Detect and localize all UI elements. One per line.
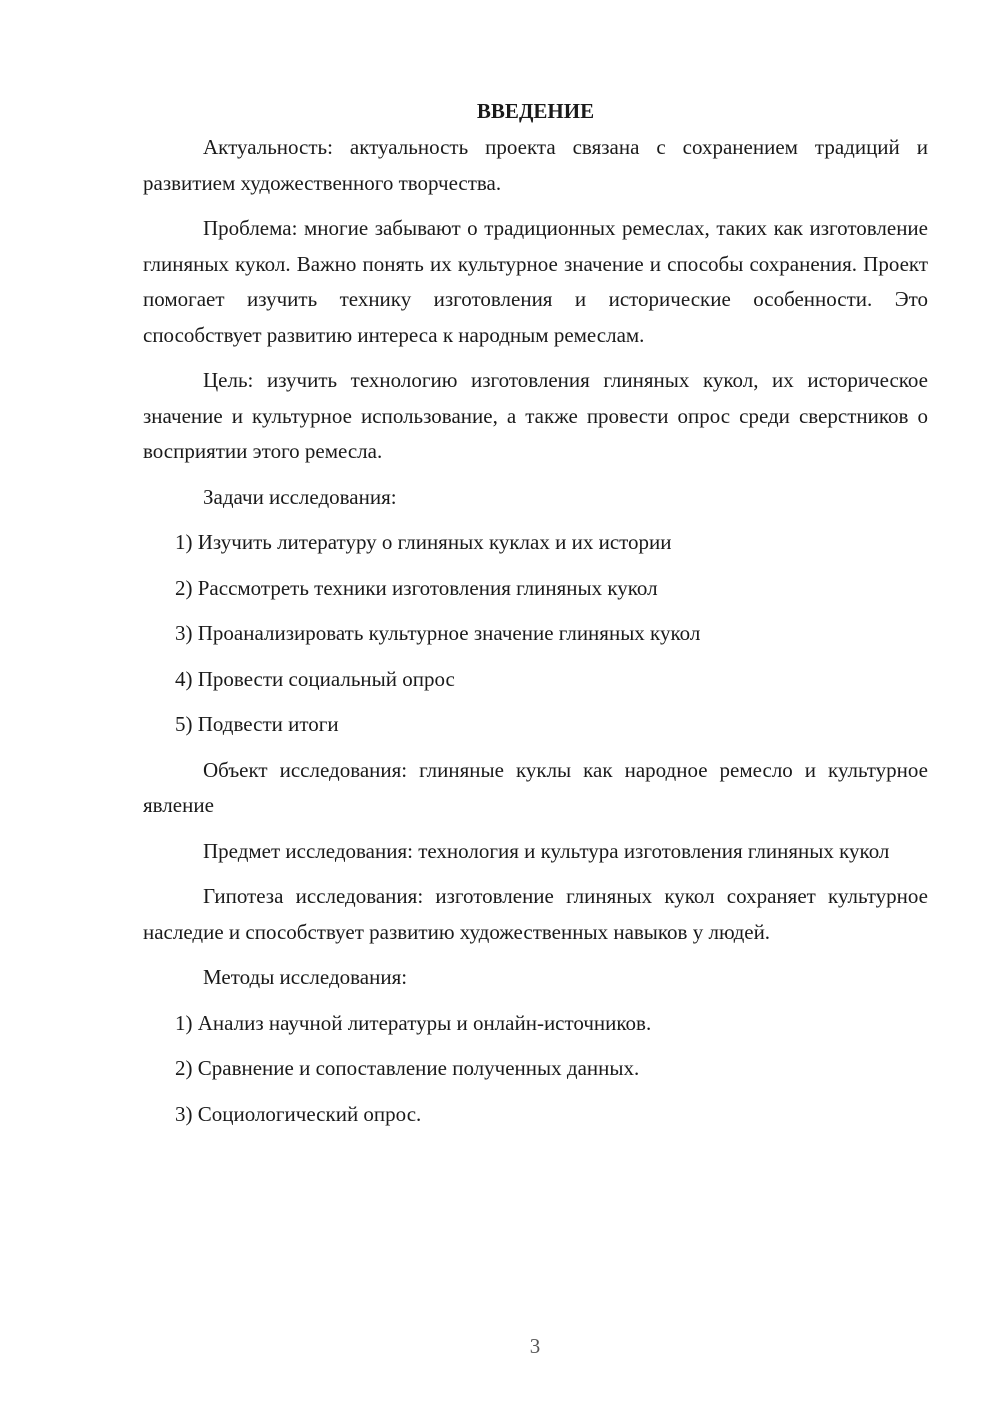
methods-list xyxy=(143,1006,928,1133)
goal-paragraph: Цель: изучить технологию изготовления глиняных кукол, их историческое значение и культурное использование, а также провести опрос среди сверстников о восприятии этого ремесла. xyxy=(143,368,928,463)
tasks-list xyxy=(143,525,928,743)
subject-paragraph: Предмет исследования: технология и культура изготовления глиняных кукол xyxy=(203,838,890,863)
page-title: ВВЕДЕНИЕ xyxy=(476,99,595,123)
list-item: 1) Изучить литературу о глиняных куклах и их истории xyxy=(175,530,672,554)
relevance-paragraph: Актуальность: актуальность проекта связана с сохранением традиций и развитием художественного творчества. xyxy=(143,135,928,195)
methods-heading: Методы исследования: xyxy=(203,965,408,989)
list-item: 1) Анализ научной литературы и онлайн-источников. xyxy=(175,1010,652,1035)
list-item: 2) Рассмотреть техники изготовления глиняных кукол xyxy=(175,575,658,600)
list-item: 3) Проанализировать культурное значение глиняных кукол xyxy=(175,621,701,645)
tasks-heading: Задачи исследования: xyxy=(203,484,397,509)
problem-paragraph: Проблема: многие забывают о традиционных ремеслах, таких как изготовление глиняных кукол. Важно понять их культурное значение и способы сохранения. Проект помогает изучить технику изготовления и исторические особенности. Это способствует развитию интереса к народным ремеслам. xyxy=(143,216,928,347)
list-item: 4) Провести социальный опрос xyxy=(175,666,455,691)
list-item: 2) Сравнение и сопоставление полученных данных. xyxy=(175,1056,640,1080)
list-item: 5) Подвести итоги xyxy=(175,712,339,736)
page-number: 3 xyxy=(529,1334,541,1358)
hypothesis-paragraph: Гипотеза исследования: изготовление глиняных кукол сохраняет культурное наследие и способствует развитию художественных навыков у людей. xyxy=(143,884,928,944)
list-item: 3) Социологический опрос. xyxy=(175,1101,422,1126)
page-content xyxy=(143,94,928,1142)
object-paragraph: Объект исследования: глиняные куклы как народное ремесло и культурное явление xyxy=(143,757,928,817)
